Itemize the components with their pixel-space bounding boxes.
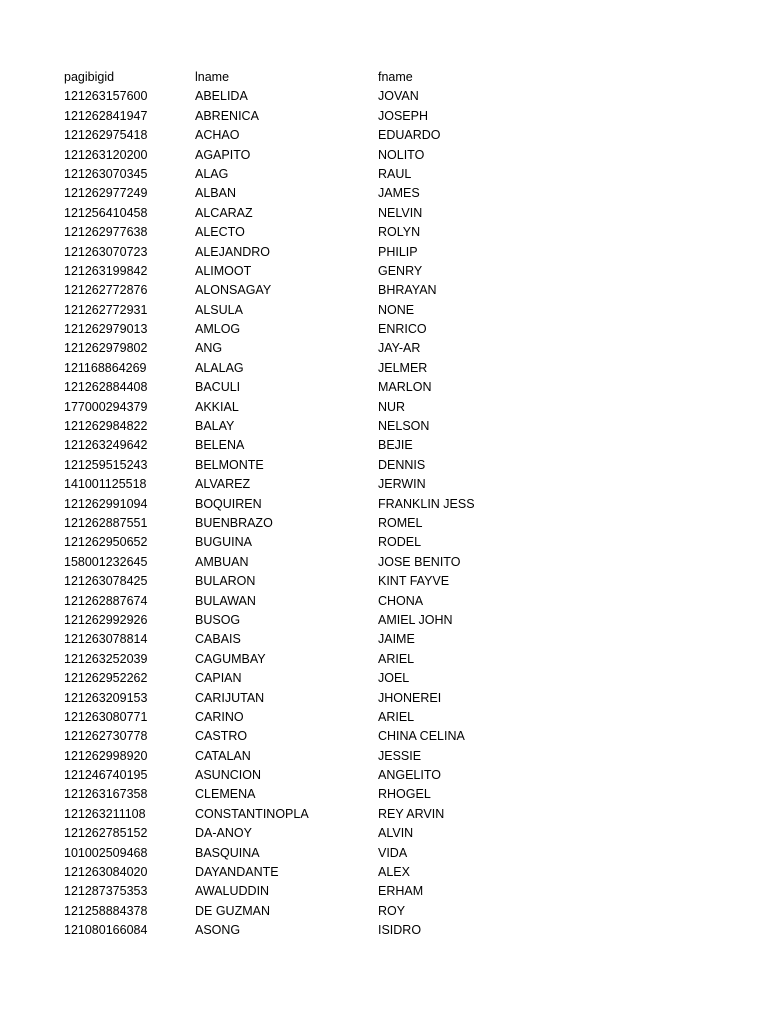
- table-row: [64, 921, 584, 940]
- lname-cell: CAGUMBAY: [195, 651, 266, 666]
- fname-cell: ROMEL: [378, 515, 423, 530]
- lname-cell: BALAY: [195, 419, 235, 434]
- fname-cell: ARIEL: [378, 651, 415, 666]
- table-row: [64, 436, 584, 455]
- lname-cell: CONSTANTINOPLA: [195, 806, 309, 821]
- pagibigid-cell: 121263167358: [64, 787, 148, 802]
- table-row: [64, 204, 584, 223]
- fname-cell: CHONA: [378, 593, 424, 608]
- fname-cell: JOSE BENITO: [378, 554, 461, 569]
- column-header-fname: fname: [378, 70, 413, 84]
- table-row: [64, 844, 584, 863]
- pagibigid-cell: 121263209153: [64, 690, 148, 705]
- table-row: [64, 727, 584, 746]
- pagibigid-cell: 158001232645: [64, 554, 148, 569]
- table-row: [64, 281, 584, 300]
- pagibigid-cell: 121263070723: [64, 244, 148, 259]
- table-row: [64, 650, 584, 669]
- table-row: [64, 669, 584, 688]
- pagibigid-cell: 121256410458: [64, 205, 148, 220]
- table-row: [64, 747, 584, 766]
- fname-cell: REY ARVIN: [378, 806, 445, 821]
- lname-cell: BASQUINA: [195, 845, 260, 860]
- lname-cell: ALCARAZ: [195, 205, 253, 220]
- lname-cell: ALAG: [195, 166, 229, 181]
- lname-cell: BUSOG: [195, 612, 241, 627]
- table-row: [64, 456, 584, 475]
- fname-cell: JELMER: [378, 360, 428, 375]
- fname-cell: JOSEPH: [378, 108, 429, 123]
- table-row: [64, 126, 584, 145]
- pagibigid-cell: 177000294379: [64, 399, 148, 414]
- table-row: [64, 359, 584, 378]
- table-row: [64, 553, 584, 572]
- fname-cell: JAY-AR: [378, 341, 421, 356]
- fname-cell: MARLON: [378, 380, 432, 395]
- pagibigid-cell: 121262984822: [64, 419, 148, 434]
- lname-cell: DAYANDANTE: [195, 865, 279, 880]
- fname-cell: NELVIN: [378, 205, 423, 220]
- lname-cell: ALBAN: [195, 186, 236, 201]
- pagibigid-cell: 121262730778: [64, 729, 148, 744]
- lname-cell: ABRENICA: [195, 108, 259, 123]
- lname-cell: ALALAG: [195, 360, 244, 375]
- table-row: [64, 320, 584, 339]
- pagibigid-cell: 121262841947: [64, 108, 148, 123]
- pagibigid-cell: 121263211108: [64, 806, 146, 821]
- lname-cell: ASONG: [195, 923, 241, 938]
- lname-cell: CLEMENA: [195, 787, 256, 802]
- lname-cell: ALSULA: [195, 302, 243, 317]
- table-row: [64, 902, 584, 921]
- pagibigid-cell: 121263157600: [64, 89, 148, 104]
- pagibigid-cell: 121263249642: [64, 438, 148, 453]
- fname-cell: JOVAN: [378, 89, 419, 104]
- fname-cell: JESSIE: [378, 748, 422, 763]
- fname-cell: BEJIE: [378, 438, 413, 453]
- pagibigid-cell: 121263084020: [64, 865, 148, 880]
- lname-cell: ANG: [195, 341, 223, 356]
- pagibigid-cell: 121262884408: [64, 380, 148, 395]
- pagibigid-cell: 121262992926: [64, 612, 148, 627]
- data-table: [64, 68, 584, 941]
- pagibigid-cell: 121262785152: [64, 826, 148, 841]
- fname-cell: NOLITO: [378, 147, 425, 162]
- table-row: [64, 475, 584, 494]
- table-row: [64, 301, 584, 320]
- pagibigid-cell: 121259515243: [64, 457, 148, 472]
- lname-cell: BUGUINA: [195, 535, 252, 550]
- pagibigid-cell: 121287375353: [64, 884, 148, 899]
- fname-cell: NUR: [378, 399, 406, 414]
- table-row: [64, 708, 584, 727]
- column-header-pagibigid: pagibigid: [64, 70, 115, 84]
- pagibigid-cell: 121262998920: [64, 748, 148, 763]
- fname-cell: ALEX: [378, 865, 410, 880]
- lname-cell: ALONSAGAY: [195, 283, 272, 298]
- lname-cell: DA-ANOY: [195, 826, 252, 841]
- pagibigid-cell: 121262887674: [64, 593, 148, 608]
- fname-cell: BHRAYAN: [378, 283, 437, 298]
- lname-cell: CARINO: [195, 709, 244, 724]
- lname-cell: AWALUDDIN: [195, 884, 270, 899]
- table-row: [64, 514, 584, 533]
- lname-cell: BULARON: [195, 574, 256, 589]
- lname-cell: ALVAREZ: [195, 477, 251, 492]
- table-row: [64, 107, 584, 126]
- pagibigid-cell: 121168864269: [64, 360, 147, 375]
- table-row: [64, 243, 584, 262]
- table-row: [64, 863, 584, 882]
- table-row: [64, 495, 584, 514]
- fname-cell: JERWIN: [378, 477, 426, 492]
- fname-cell: JHONEREI: [378, 690, 442, 705]
- lname-cell: CASTRO: [195, 729, 248, 744]
- pagibigid-cell: 121263199842: [64, 263, 148, 278]
- table-header-row: [64, 68, 584, 87]
- pagibigid-cell: 121262952262: [64, 671, 148, 686]
- fname-cell: RHOGEL: [378, 787, 431, 802]
- table-row: [64, 785, 584, 804]
- pagibigid-cell: 121262979802: [64, 341, 148, 356]
- pagibigid-cell: 121262977249: [64, 186, 148, 201]
- pagibigid-cell: 121262887551: [64, 515, 148, 530]
- pagibigid-cell: 121263080771: [64, 709, 148, 724]
- lname-cell: ACHAO: [195, 128, 240, 143]
- pagibigid-cell: 121263078425: [64, 574, 148, 589]
- pagibigid-cell: 121262977638: [64, 225, 148, 240]
- fname-cell: RAUL: [378, 166, 412, 181]
- pagibigid-cell: 101002509468: [64, 845, 148, 860]
- fname-cell: ALVIN: [378, 826, 414, 841]
- lname-cell: AMBUAN: [195, 554, 249, 569]
- lname-cell: BOQUIREN: [195, 496, 262, 511]
- fname-cell: JAIME: [378, 632, 415, 647]
- pagibigid-cell: 121263070345: [64, 166, 148, 181]
- lname-cell: BUENBRAZO: [195, 515, 273, 530]
- lname-cell: ALIMOOT: [195, 263, 252, 278]
- table-body: [64, 87, 584, 940]
- fname-cell: PHILIP: [378, 244, 418, 259]
- table-row: [64, 223, 584, 242]
- fname-cell: ANGELITO: [378, 768, 441, 783]
- pagibigid-cell: 121262950652: [64, 535, 148, 550]
- pagibigid-cell: 121262975418: [64, 128, 148, 143]
- fname-cell: RODEL: [378, 535, 422, 550]
- lname-cell: BACULI: [195, 380, 241, 395]
- table-row: [64, 882, 584, 901]
- table-row: [64, 630, 584, 649]
- pagibigid-cell: 121262979013: [64, 322, 148, 337]
- lname-cell: BELENA: [195, 438, 245, 453]
- lname-cell: CATALAN: [195, 748, 251, 763]
- lname-cell: AMLOG: [195, 322, 241, 337]
- lname-cell: BULAWAN: [195, 593, 256, 608]
- pagibigid-cell: 121262772931: [64, 302, 148, 317]
- lname-cell: BELMONTE: [195, 457, 264, 472]
- fname-cell: ISIDRO: [378, 923, 422, 938]
- fname-cell: DENNIS: [378, 457, 426, 472]
- fname-cell: GENRY: [378, 263, 423, 278]
- table-row: [64, 378, 584, 397]
- table-row: [64, 262, 584, 281]
- fname-cell: CHINA CELINA: [378, 729, 465, 744]
- fname-cell: ROY: [378, 903, 406, 918]
- pagibigid-cell: 121263252039: [64, 651, 148, 666]
- table-row: [64, 165, 584, 184]
- fname-cell: EDUARDO: [378, 128, 441, 143]
- table-row: [64, 87, 584, 106]
- pagibigid-cell: 121258884378: [64, 903, 148, 918]
- pagibigid-cell: 121263120200: [64, 147, 148, 162]
- lname-cell: CAPIAN: [195, 671, 242, 686]
- fname-cell: ROLYN: [378, 225, 421, 240]
- fname-cell: FRANKLIN JESS: [378, 496, 475, 511]
- fname-cell: NONE: [378, 302, 415, 317]
- table-row: [64, 592, 584, 611]
- table-row: [64, 766, 584, 785]
- lname-cell: ALEJANDRO: [195, 244, 271, 259]
- pagibigid-cell: 121246740195: [64, 768, 148, 783]
- table-row: [64, 398, 584, 417]
- table-row: [64, 824, 584, 843]
- lname-cell: ALECTO: [195, 225, 245, 240]
- lname-cell: ASUNCION: [195, 768, 261, 783]
- table-row: [64, 689, 584, 708]
- table-row: [64, 417, 584, 436]
- table-row: [64, 533, 584, 552]
- fname-cell: VIDA: [378, 845, 408, 860]
- pagibigid-cell: 121262991094: [64, 496, 148, 511]
- column-header-lname: lname: [195, 70, 230, 84]
- fname-cell: JAMES: [378, 186, 420, 201]
- table-row: [64, 805, 584, 824]
- table-row: [64, 339, 584, 358]
- fname-cell: AMIEL JOHN: [378, 612, 453, 627]
- pagibigid-cell: 121262772876: [64, 283, 148, 298]
- lname-cell: AKKIAL: [195, 399, 239, 414]
- pagibigid-cell: 141001125518: [64, 477, 147, 492]
- table-row: [64, 572, 584, 591]
- table-row: [64, 611, 584, 630]
- table-row: [64, 184, 584, 203]
- lname-cell: AGAPITO: [195, 147, 251, 162]
- fname-cell: KINT FAYVE: [378, 574, 450, 589]
- fname-cell: ARIEL: [378, 709, 415, 724]
- lname-cell: CABAIS: [195, 632, 241, 647]
- fname-cell: ERHAM: [378, 884, 424, 899]
- lname-cell: CARIJUTAN: [195, 690, 265, 705]
- lname-cell: ABELIDA: [195, 89, 248, 104]
- table-row: [64, 146, 584, 165]
- lname-cell: DE GUZMAN: [195, 903, 270, 918]
- fname-cell: ENRICO: [378, 322, 427, 337]
- pagibigid-cell: 121263078814: [64, 632, 148, 647]
- pagibigid-cell: 121080166084: [64, 923, 148, 938]
- fname-cell: JOEL: [378, 671, 410, 686]
- fname-cell: NELSON: [378, 419, 430, 434]
